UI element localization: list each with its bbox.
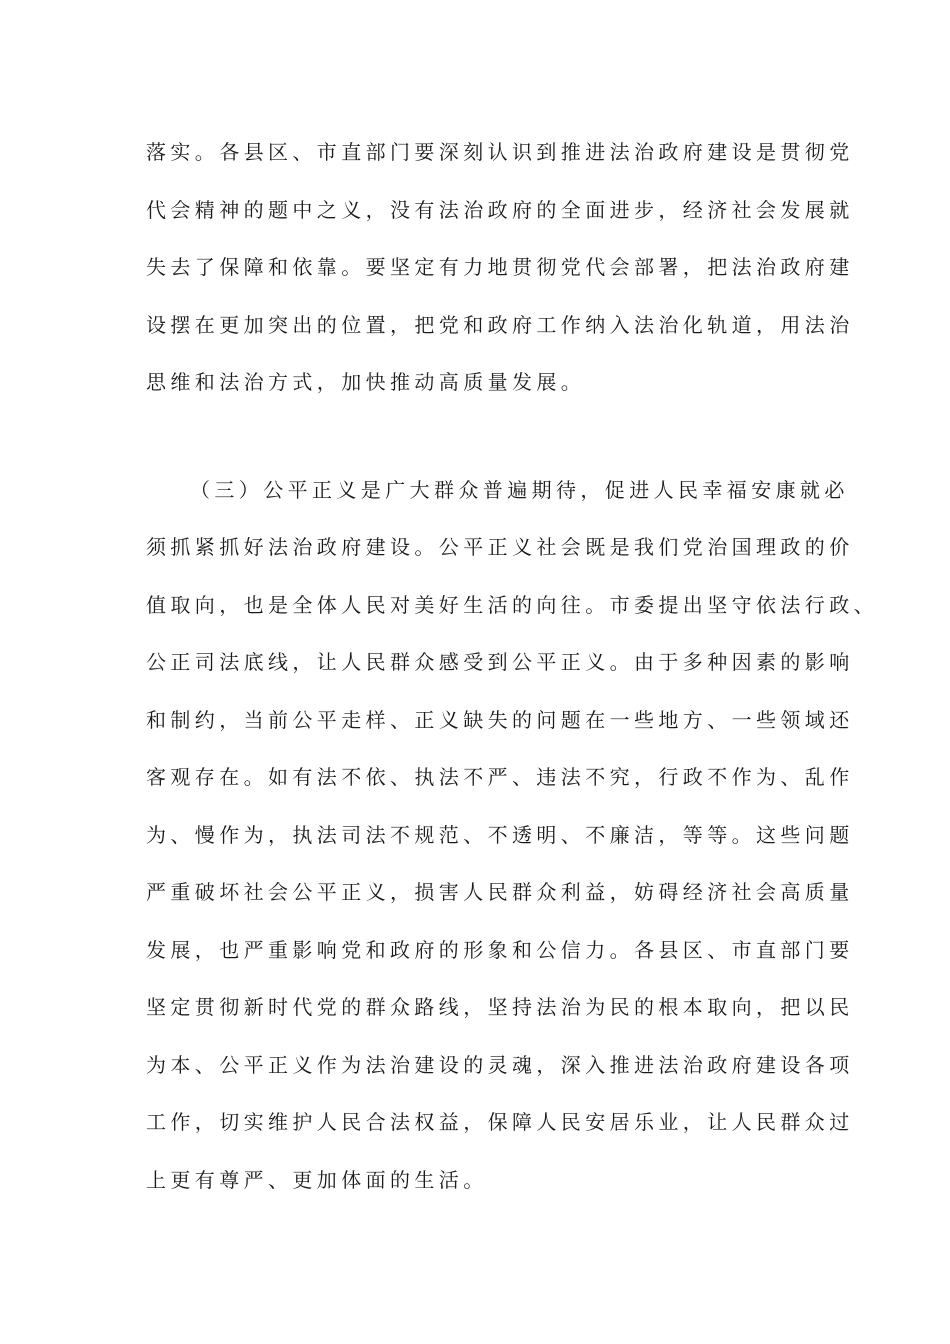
paragraph-line: 为本、公平正义作为法治建设的灵魂，深入推进法治政府建设各项 (146, 1052, 854, 1077)
paragraph-line: 坚定贯彻新时代党的群众路线，坚持法治为民的根本取向，把以民 (146, 995, 854, 1019)
paragraph-line: 发展，也严重影响党和政府的形象和公信力。各县区、市直部门要 (146, 937, 854, 962)
paragraph-line: 工作，切实维护人民合法权益，保障人民安居乐业，让人民群众过 (146, 1110, 854, 1134)
paragraph-line: 失去了保障和依靠。要坚定有力地贯彻党代会部署，把法治政府建 (146, 255, 854, 279)
paragraph-1 (146, 129, 854, 417)
paragraph-line: 设摆在更加突出的位置，把党和政府工作纳入法治化轨道，用法治 (146, 312, 854, 337)
paragraph-line: （三）公平正义是广大群众普遍期待，促进人民幸福安康就必 (190, 477, 849, 502)
paragraph-line: 思维和法治方式，加快推动高质量发展。 (146, 370, 586, 394)
paragraph-line: 值取向，也是全体人民对美好生活的向往。市委提出坚守依法行政、 (146, 592, 878, 617)
paragraph-line: 为、慢作为，执法司法不规范、不透明、不廉洁，等等。这些问题 (146, 822, 854, 847)
paragraph-line: 公正司法底线，让人民群众感受到公平正义。由于多种因素的影响 (146, 650, 854, 674)
paragraph-line: 上更有尊严、更加体面的生活。 (146, 1167, 488, 1192)
paragraph-line: 严重破坏社会公平正义，损害人民群众利益，妨碍经济社会高质量 (146, 880, 854, 904)
paragraph-line: 须抓紧抓好法治政府建设。公平正义社会既是我们党治国理政的价 (146, 535, 854, 559)
paragraph-line: 客观存在。如有法不依、执法不严、违法不究，行政不作为、乱作 (146, 765, 854, 789)
document-body (146, 129, 878, 1214)
paragraph-line: 和制约，当前公平走样、正义缺失的问题在一些地方、一些领域还 (146, 707, 854, 732)
paragraph-line: 落实。各县区、市直部门要深刻认识到推进法治政府建设是贯彻党 (146, 140, 854, 164)
paragraph-spacer (146, 417, 806, 467)
paragraph-2 (146, 467, 878, 1215)
paragraph-line: 代会精神的题中之义，没有法治政府的全面进步，经济社会发展就 (146, 197, 854, 222)
